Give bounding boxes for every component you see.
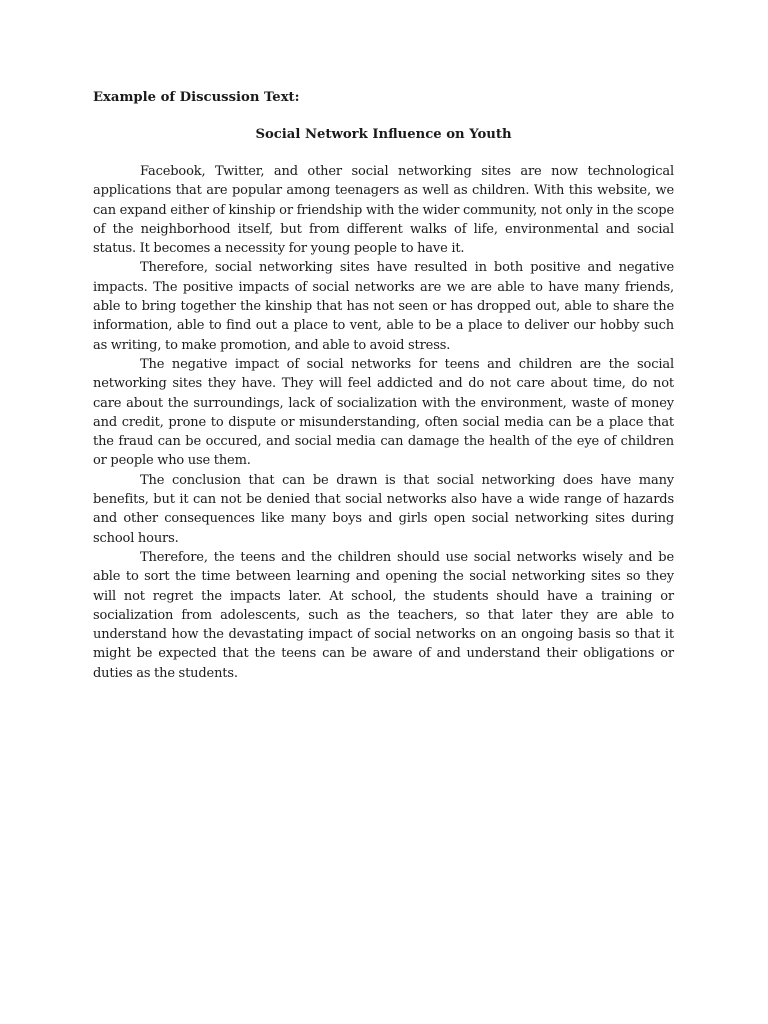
paragraph: Therefore, the teens and the children should use social networks wisely and be able to sort the time between learning and opening the social networking sites so they will not regret the impacts later. At school, the students should have a training or socialization from adolescents, such as the teachers, so that later they are able to understand how the devastating impact of social networks on an ongoing basis so that it might be expected that the teens can be aware of and understand their obligations or duties as the students. (93, 549, 674, 681)
paragraph: The conclusion that can be drawn is that social networking does have many benefits, but it can not be denied that social networks also have a wide range of hazards and other consequences like many boys and girls open social networking sites during school hours. (93, 472, 674, 546)
document-heading: Example of Discussion Text: (93, 90, 300, 105)
paragraph: Facebook, Twitter, and other social networking sites are now technological applications that are popular among teenagers as well as children. With this website, we can expand either of kinship or friendship with the wider community, not only in the scope of the neighborhood itself, but from different walks of life, environmental and social status. It becomes a necessity for young people to have it. (93, 164, 674, 257)
paragraph: The negative impact of social networks for teens and children are the social networking sites they have. They will feel addicted and do not care about time, do not care about the surroundings, lack of socialization with the environment, waste of money and credit, prone to dispute or misunderstanding, often social media can be a place that the fraud can be occured, and social media can damage the health of the eye of children or people who use them. (93, 356, 674, 469)
document-body (93, 88, 674, 683)
document-title: Social Network Influence on Youth (255, 127, 512, 142)
paragraph: Therefore, social networking sites have resulted in both positive and negative impacts. The positive impacts of social networks are we are able to have many friends, able to bring together the kinship that has not seen or has dropped out, able to share the information, able to find out a place to vent, able to be a place to deliver our hobby such as writing, to make promotion, and able to avoid stress. (93, 260, 674, 353)
